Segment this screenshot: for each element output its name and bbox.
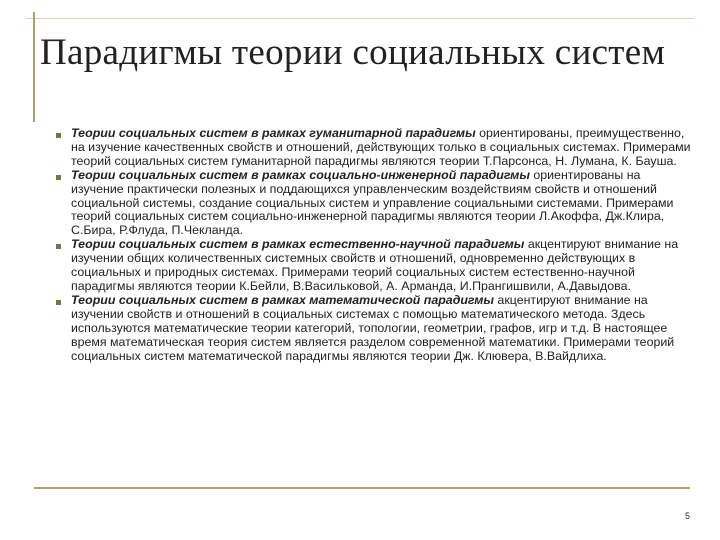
square-bullet-icon xyxy=(56,175,61,180)
slide-title: Парадигмы теории социальных систем xyxy=(40,32,666,73)
item-text: ориентированы на изучение практически полезных и поддающихся управленческим воздействиям свойств и отношений социальной системы, создание социальных систем и управление социальными системами. Примерами теорий социальных систем социально-инженерной парадигмы являются теории Л.Акоффа, Дж.Клира, С.Бира, Р.Флуда, П.Чекланда. xyxy=(71,167,674,238)
list-item xyxy=(56,238,692,294)
square-bullet-icon xyxy=(56,244,61,249)
item-text: акцентируют внимание на изучении общих количественных системных свойств и отношений, одновременно действующих в социальных и природных системах. Примерами теорий социальных систем естественно-научной парадигмы являются теории К.Бейли, В.Васильковой, А. Арманда, И.Прангишвили, А.Давыдова. xyxy=(71,237,679,293)
list-item xyxy=(56,294,692,364)
item-lead: Теории социальных систем в рамках естественно-научной парадигмы xyxy=(71,237,525,252)
item-text: акцентируют внимание на изучении свойств и отношений в социальных системах с помощью математического метода. Здесь используются математические теории категорий, топологии, геометрии, графов, игр и т.д. В настоящее время математическая теория систем является разделом современной математики. Примерами теорий социальных систем математической парадигмы являются теории Дж. Клювера, В.Вайдлиха. xyxy=(71,292,675,363)
top-rule xyxy=(26,18,694,19)
page-number: 5 xyxy=(684,511,690,521)
square-bullet-icon xyxy=(56,133,61,138)
bullet-list xyxy=(56,127,692,363)
bottom-rule xyxy=(34,487,690,489)
left-accent-rule xyxy=(33,12,35,122)
square-bullet-icon xyxy=(56,300,61,305)
list-item xyxy=(56,169,692,239)
item-lead: Теории социальных систем в рамках математической парадигмы xyxy=(71,292,494,307)
item-lead: Теории социальных систем в рамках гуманитарной парадигмы xyxy=(71,126,476,140)
item-text: ориентированы, преимущественно, на изучение качественных свойств и отношений, действующих только в социальных системах. Примерами теорий социальных систем гуманитарной парадигмы являются теории Т.Парсонса, Н. Лумана, К. Бауша. xyxy=(71,126,691,168)
list-item xyxy=(56,127,692,169)
item-lead: Теории социальных систем в рамках социально-инженерной парадигмы xyxy=(71,167,530,182)
